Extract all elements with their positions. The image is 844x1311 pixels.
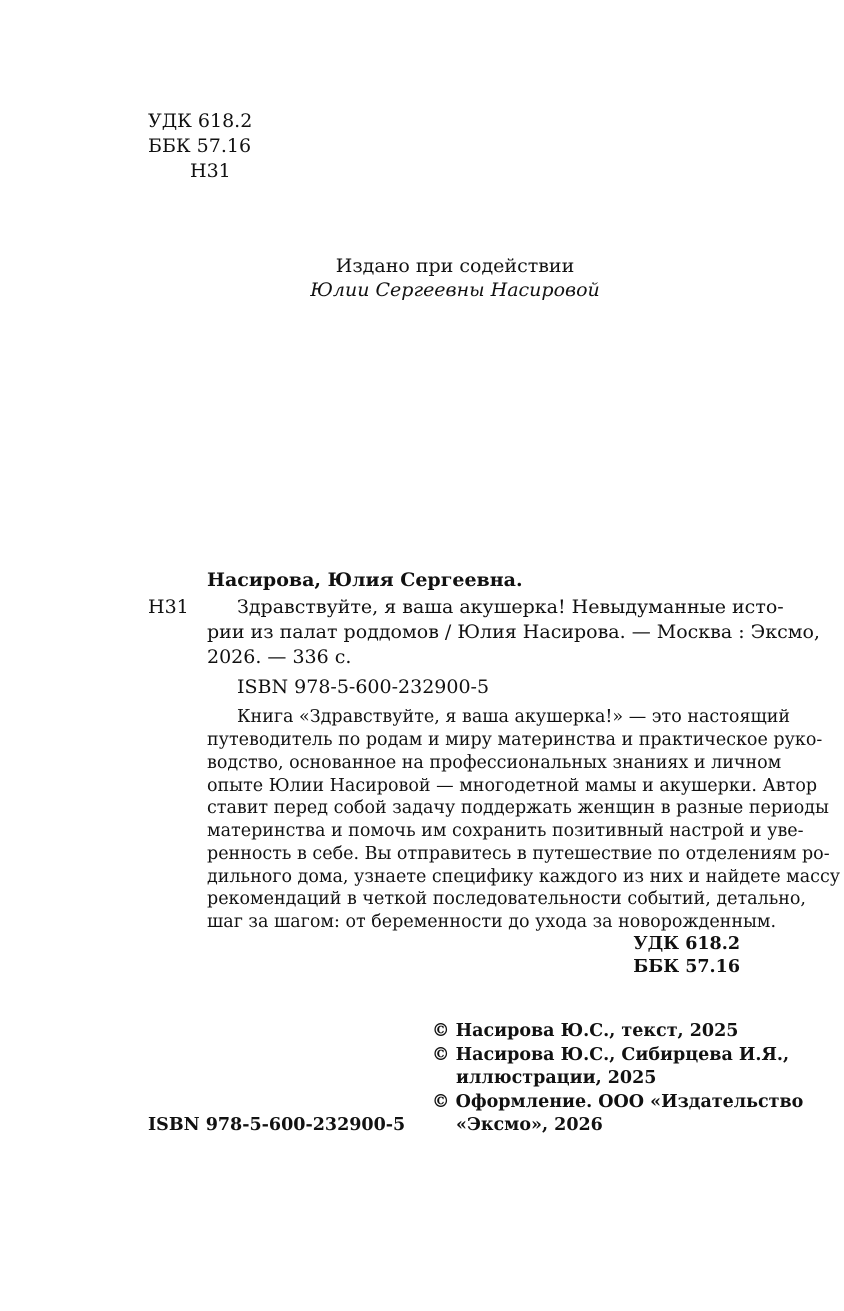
acknowledgement-person: Юлии Сергеевны Насировой [310,279,600,301]
annotation-line: путеводитель по родам и миру материнства и практическое руко- [207,730,823,750]
annotation-line: ренность в себе. Вы отправитесь в путешествие по отделениям ро- [207,844,830,864]
annotation-line: опыте Юлии Насировой — многодетной мамы и акушерки. Автор [207,776,818,796]
copyright-design-cont: «Эксмо», 2026 [456,1115,603,1135]
annotation-line: рекомендаций в четкой последовательности событий, детально, [207,889,806,909]
bbk-code-top: ББК 57.16 [148,135,252,157]
bibliographic-line: 2026. — 336 с. [207,646,352,668]
bbk-code-bottom: ББК 57.16 [633,957,740,977]
udk-code-top: УДК 618.2 [148,110,253,132]
copyright-design: © Оформление. ООО «Издательство [432,1092,804,1112]
catalog-author-sign: Н31 [148,596,189,618]
bibliographic-line: рии из палат роддомов / Юлия Насирова. — Москва : Эксмо, [207,621,820,643]
annotation-line: шаг за шагом: от беременности до ухода за новорожденным. [207,912,777,932]
copyright-illustrations: © Насирова Ю.С., Сибирцева И.Я., [432,1045,790,1065]
acknowledgement-line: Издано при содействии [335,255,575,277]
copyright-illustrations-cont: иллюстрации, 2025 [456,1068,657,1088]
annotation-line: водство, основанное на профессиональных знаниях и личном [207,753,782,773]
bibliographic-line: Здравствуйте, я ваша акушерка! Невыдуманные исто- [237,596,784,618]
annotation-line: дильного дома, узнаете специфику каждого из них и найдете массу [207,867,841,887]
catalog-isbn: ISBN 978-5-600-232900-5 [237,676,490,698]
copyright-text: © Насирова Ю.С., текст, 2025 [432,1021,739,1041]
udk-code-bottom: УДК 618.2 [633,934,740,954]
annotation-line: Книга «Здравствуйте, я ваша акушерка!» — это настоящий [237,707,791,727]
footer-isbn: ISBN 978-5-600-232900-5 [148,1115,406,1135]
annotation-line: ставит перед собой задачу поддержать женщин в разные периоды [207,798,829,818]
catalog-author-heading: Насирова, Юлия Сергеевна. [207,569,523,591]
publication-acknowledgement [260,254,650,302]
author-sign-top: Н31 [190,160,231,182]
annotation-line: материнства и помочь им сохранить позитивный настрой и уве- [207,821,804,841]
